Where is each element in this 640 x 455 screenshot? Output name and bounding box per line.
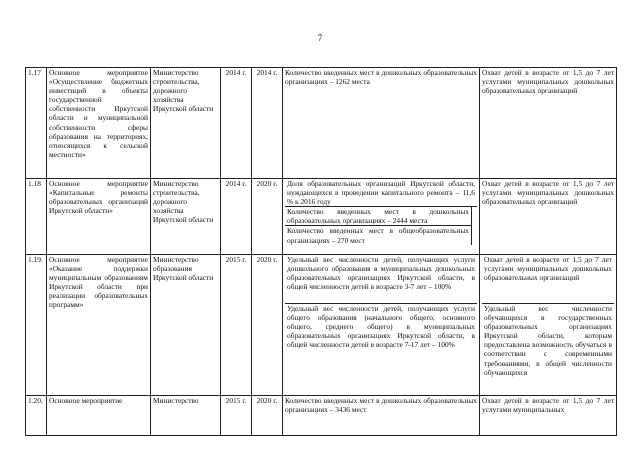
result-indicators-cell: [283, 179, 480, 255]
end-year: 2014 г.: [252, 68, 283, 179]
target-indicator: Охват детей в возрасте от 1,5 до 7 лет услугами муниципальных дошкольных образовательных организаций: [480, 179, 617, 255]
event-name: Основное мероприятие «Осуществление бюджетных инвестиций в объекты государственной собственности Иркутской области и муниципальной собственности сферы образования на территориях, относящихся к сельской местности»: [47, 68, 151, 179]
target-indicators-cell: [480, 255, 617, 396]
table-row-1-18: [26, 179, 617, 255]
event-name: Основное мероприятие «Капитальные ремонты образовательных организаций Иркутской области»: [47, 179, 151, 255]
program-events-table: [25, 67, 617, 436]
target-indicator: Охват детей в возрасте от 1,5 до 7 лет услугами муниципальных дошкольных образовательных организаций: [482, 255, 614, 304]
target-indicator: Удельный вес численности обучающихся в государственных образовательных организациях Иркутской области, которым предоставлена возможность обучаться в соответствии с современными требованиями, в общей численности обучающихся: [484, 304, 612, 377]
target-indicator: Охват детей в возрасте от 1,5 до 7 лет услугами муниципальных дошкольных образовательных организаций: [480, 68, 617, 179]
result-indicator: Доля образовательных организаций Иркутской области, нуждающихся в проведении капитального ремонта – 11,6 % к 2016 году: [287, 179, 475, 207]
target-indicator: Охват детей в возрасте от 1,5 до 7 лет услугами муниципальных: [480, 396, 617, 436]
table-row-1-20: [26, 396, 617, 436]
end-year: 2020 г.: [252, 255, 283, 396]
result-indicator: Количество введенных мест в дошкольных образовательных организациях – 3436 мест: [283, 396, 480, 436]
start-year: 2015 г.: [221, 255, 252, 396]
table-row-1-19: [26, 255, 617, 396]
page-number: 7: [317, 33, 323, 43]
end-year: 2020 г.: [252, 179, 283, 255]
event-name: Основное мероприятие: [47, 396, 151, 436]
row-number: 1.19.: [26, 255, 47, 396]
event-name: Основное мероприятие «Оказание поддержки муниципальным образованиям Иркутской области при реализации образовательных программ»: [47, 255, 151, 396]
start-year: 2014 г.: [221, 68, 252, 179]
table-row-1-17: [26, 68, 617, 179]
end-year: 2020 г.: [252, 396, 283, 436]
executor: Министерство: [151, 396, 221, 436]
row-number: 1.20.: [26, 396, 47, 436]
start-year: 2015 г.: [221, 396, 252, 436]
result-indicator: Удельный вес численности детей, получающих услуги общего образования (начального общего, основного общего, среднего общего) в муниципальных образовательных организациях Иркутской области, в общей численности детей в возрасте 7-17 лет – 100%: [287, 304, 475, 350]
result-indicators-cell: [283, 255, 480, 396]
row-number: 1.18: [26, 179, 47, 255]
executor: Министерство строительства, дорожного хозяйства Иркутской области: [151, 179, 221, 255]
row-number: 1.17: [26, 68, 47, 179]
result-indicator: Количество введенных мест в общеобразовательных организациях – 270 мест: [285, 226, 472, 244]
result-indicator: Удельный вес численности детей, получающих услуги дошкольного образования в муниципальных дошкольных образовательных организациях Иркутской области, в общей численности детей в возрасте 3-7 лет – 100%: [285, 255, 477, 304]
executor: Министерство строительства, дорожного хозяйства Иркутской области: [151, 68, 221, 179]
result-indicator: Количество введенных мест в дошкольных образовательных организациях – 1262 места: [283, 68, 480, 179]
executor: Министерство образования Иркутской области: [151, 255, 221, 396]
start-year: 2014 г.: [221, 179, 252, 255]
result-indicator: Количество введенных мест в дошкольных образовательных организациях – 2444 места: [285, 207, 472, 226]
